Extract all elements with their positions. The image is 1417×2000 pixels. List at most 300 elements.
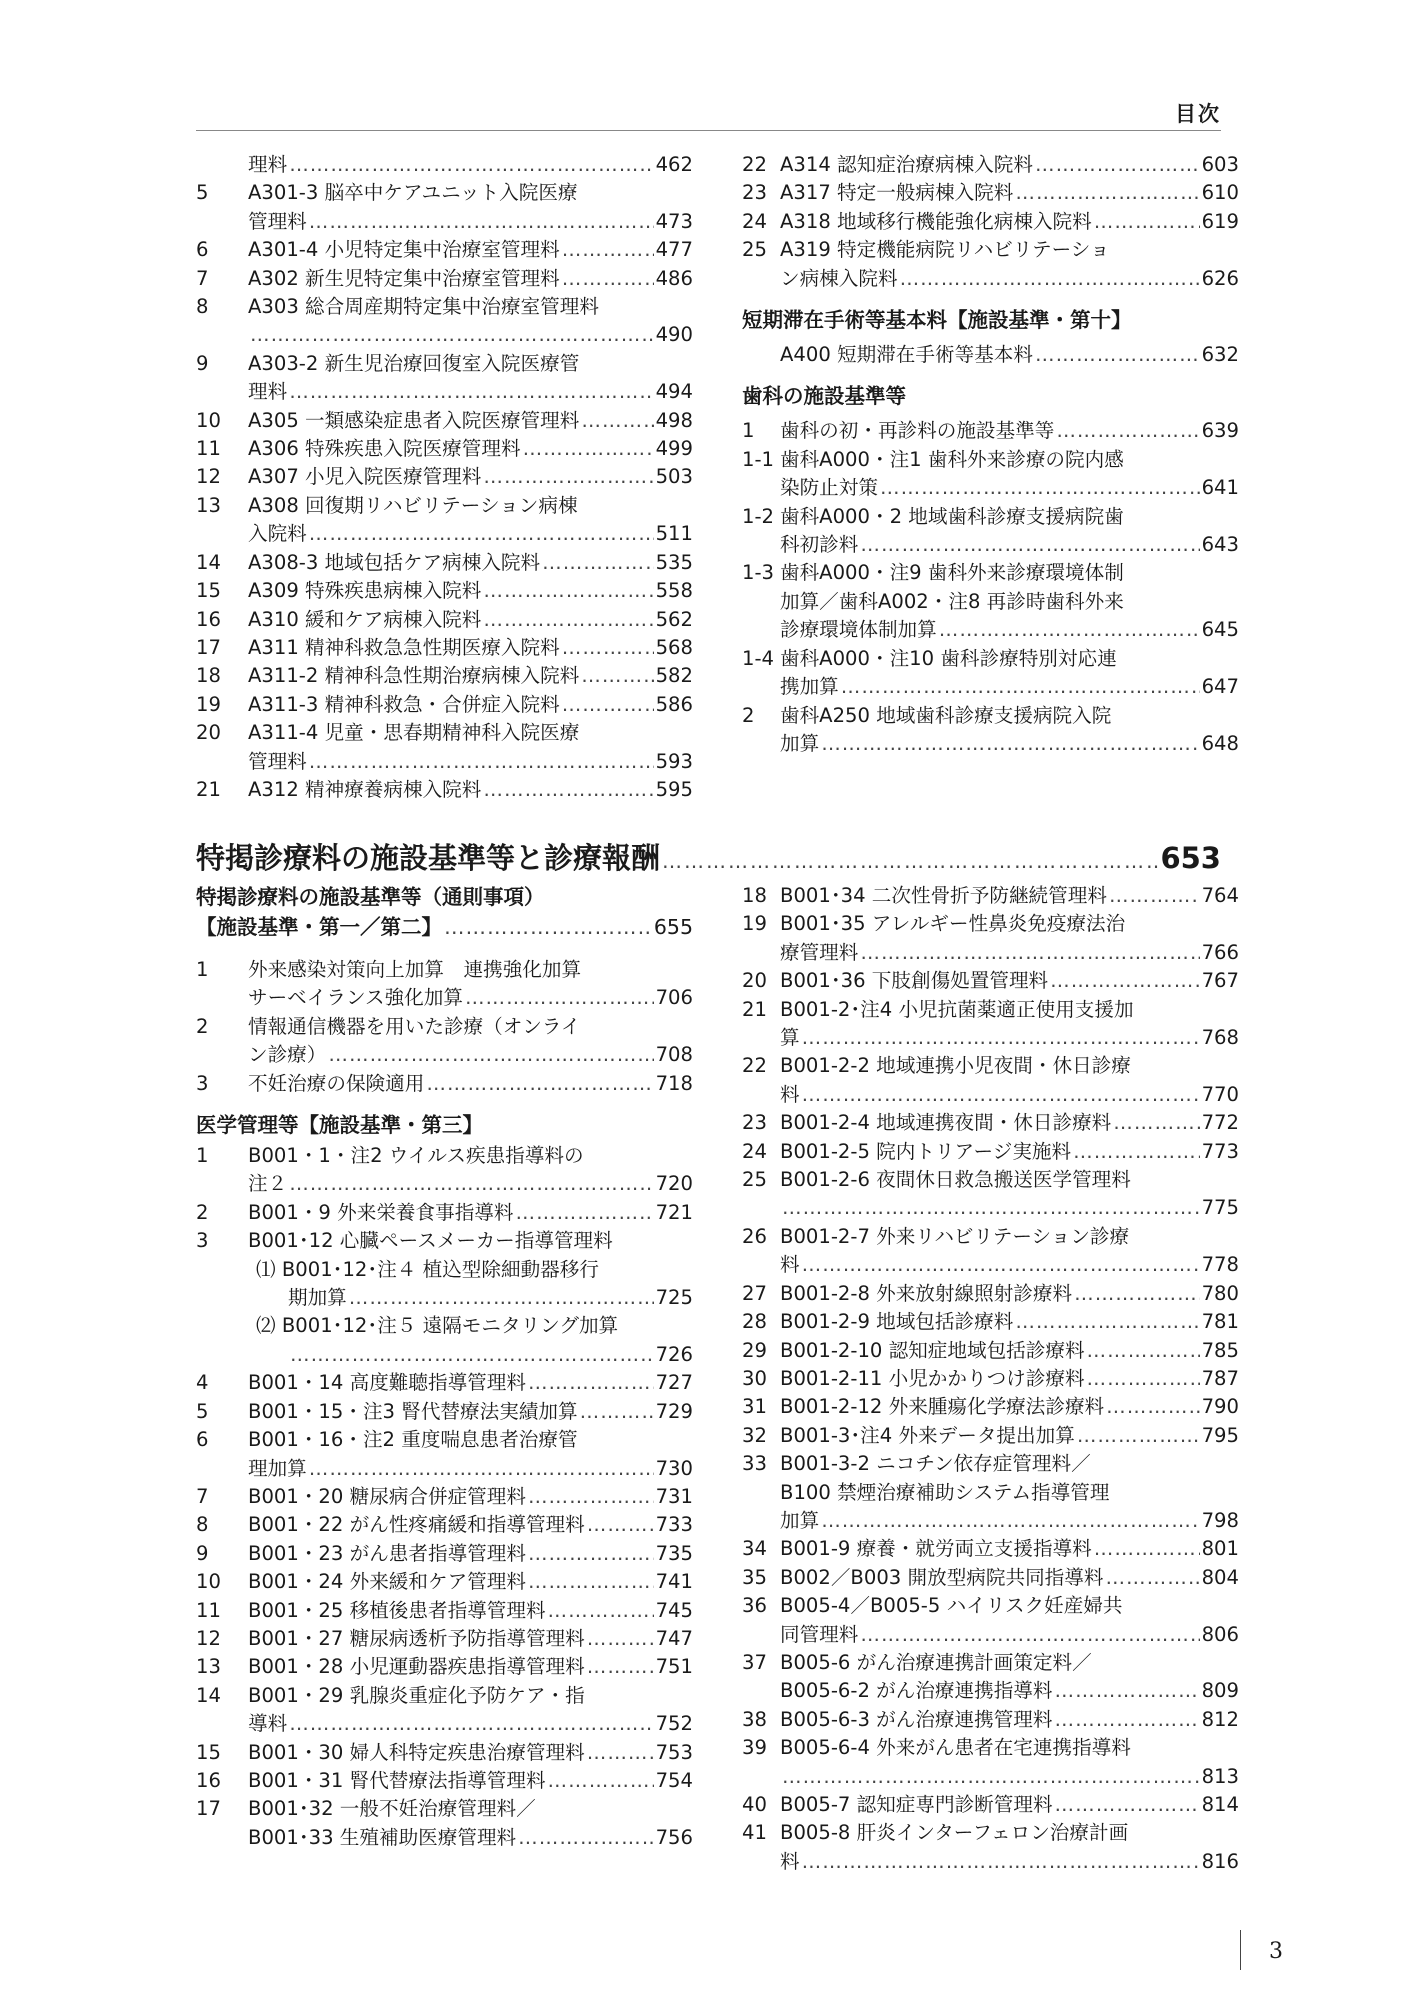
- entry-title: B001・29 乳腺炎重症化予防ケア・指: [248, 1683, 585, 1707]
- leader-dots: [444, 912, 652, 942]
- entry-title: ン病棟入院料: [780, 266, 898, 290]
- toc-entry[interactable]: [196, 1227, 693, 1255]
- leader-dots: [1087, 1365, 1200, 1393]
- entry-page: 708: [655, 1043, 693, 1067]
- entry-title: 歯科の初・再診料の施設基準等: [780, 419, 1055, 443]
- leader-dots: [309, 520, 654, 548]
- entry-title: 料: [780, 1082, 800, 1106]
- entry-title: 療管理料: [780, 940, 859, 964]
- leader-dots: [1105, 1564, 1199, 1592]
- entry-title: B001・22 がん性疼痛緩和指導管理料: [248, 1513, 585, 1537]
- entry-number: 1-3: [742, 561, 775, 585]
- toc-entry-row: [742, 1365, 1239, 1393]
- leader-dots: [289, 1710, 653, 1738]
- entry-title: B002／B003 開放型病院共同指導料: [780, 1565, 1104, 1589]
- entry-number: 15: [196, 579, 221, 603]
- entry-number: 6: [196, 1428, 209, 1452]
- entry-page: 727: [655, 1371, 693, 1395]
- toc-entry[interactable]: [742, 1393, 1239, 1421]
- entry-number: 16: [196, 1768, 221, 1792]
- toc-entry[interactable]: [196, 463, 693, 491]
- leader-dots: [802, 1024, 1200, 1052]
- entry-page: 648: [1201, 731, 1239, 755]
- entry-number: 16: [196, 607, 221, 631]
- entry-title: A308 回復期リハビリテーション病棟: [248, 493, 578, 517]
- toc-entry[interactable]: [196, 1070, 693, 1098]
- entry-page: 768: [1201, 1026, 1239, 1050]
- toc-entry[interactable]: [196, 1795, 693, 1852]
- toc-entry[interactable]: [196, 1568, 693, 1596]
- toc-entry[interactable]: [742, 1450, 1239, 1535]
- leader-dots: [528, 1483, 654, 1511]
- toc-entry[interactable]: [742, 967, 1239, 995]
- entry-number: 6: [196, 238, 209, 262]
- entry-page: 814: [1201, 1793, 1239, 1816]
- entry-number: 13: [196, 1655, 221, 1679]
- toc-entry-row: [196, 984, 693, 1012]
- entry-title: 診療環境体制加算: [780, 618, 937, 642]
- toc-entry[interactable]: [742, 1535, 1239, 1563]
- toc-column-b: [742, 151, 1239, 758]
- leader-dots: [939, 616, 1200, 644]
- toc-entry[interactable]: [742, 341, 1239, 369]
- entry-page: 730: [655, 1456, 693, 1480]
- entry-number: 1: [196, 1144, 209, 1168]
- toc-entry-row: [196, 1398, 693, 1426]
- leader-dots: [802, 1251, 1200, 1279]
- entry-page: 610: [1201, 181, 1239, 205]
- entry-page: 812: [1201, 1707, 1239, 1731]
- entry-number: 1-1: [742, 447, 775, 471]
- toc-entry[interactable]: [742, 417, 1239, 445]
- leader-dots: [900, 265, 1200, 293]
- entry-page: 813: [1201, 1764, 1239, 1788]
- leader-dots: [860, 531, 1199, 559]
- toc-entry[interactable]: [196, 1540, 693, 1568]
- entry-page: 643: [1201, 533, 1239, 557]
- toc-entry[interactable]: [742, 910, 1239, 967]
- toc-entry[interactable]: [742, 1052, 1239, 1109]
- toc-entry-row: [742, 559, 1239, 587]
- entry-number: 8: [196, 295, 209, 319]
- toc-entry-row: [196, 1284, 693, 1312]
- toc-entry[interactable]: [196, 691, 693, 719]
- toc-entry[interactable]: [196, 956, 693, 1013]
- leader-dots: [587, 1625, 654, 1653]
- leader-dots: [483, 577, 653, 605]
- subsection-heading-page[interactable]: [196, 912, 693, 942]
- toc-entry-row: [196, 407, 693, 435]
- toc-entry[interactable]: [196, 662, 693, 690]
- toc-entry[interactable]: [742, 1109, 1239, 1137]
- entry-page: 787: [1201, 1366, 1239, 1390]
- toc-entry-row: [196, 492, 693, 520]
- leader-dots: [841, 673, 1200, 701]
- toc-entry[interactable]: [196, 1426, 693, 1483]
- toc-entry[interactable]: [196, 1312, 693, 1369]
- header-rule: [196, 130, 1221, 131]
- entry-title: A312 精神療養病棟入院料: [248, 777, 482, 801]
- toc-entry[interactable]: [742, 446, 1239, 503]
- toc-entry[interactable]: [196, 1013, 693, 1070]
- entry-number: 12: [196, 1626, 221, 1650]
- entry-number: 1: [196, 958, 209, 981]
- leader-dots: [821, 1507, 1199, 1535]
- toc-entry[interactable]: [742, 1365, 1239, 1393]
- toc-entry-row: [196, 435, 693, 463]
- entry-title: A317 特定一般病棟入院料: [780, 181, 1014, 205]
- toc-entry-row: [196, 378, 693, 406]
- toc-entry-row: [196, 321, 693, 349]
- entry-number: 14: [196, 550, 221, 574]
- entry-title: B005-6-4 外来がん患者在宅連携指導料: [780, 1736, 1131, 1760]
- entry-number: 15: [196, 1740, 221, 1764]
- entry-number: 40: [742, 1793, 767, 1816]
- toc-entry-row: [742, 341, 1239, 369]
- entry-title: B001・16・注2 重度喘息患者治療管: [248, 1428, 578, 1452]
- toc-entry[interactable]: [196, 435, 693, 463]
- toc-entry-row: [742, 1564, 1239, 1592]
- entry-title: A303-2 新生児治療回復室入院医療管: [248, 351, 580, 375]
- leader-dots: [289, 1170, 653, 1198]
- toc-entry[interactable]: [742, 1166, 1239, 1223]
- entry-number: 25: [742, 1168, 767, 1192]
- toc-entry[interactable]: [196, 1739, 693, 1767]
- entry-title: B001・30 婦人科特定疾患治療管理料: [248, 1740, 585, 1764]
- toc-entry[interactable]: [196, 179, 693, 236]
- toc-entry-row: [742, 1194, 1239, 1222]
- toc-entry[interactable]: [742, 996, 1239, 1053]
- leader-dots: [518, 1824, 653, 1852]
- toc-entry-row: [196, 208, 693, 236]
- toc-entry[interactable]: [742, 1592, 1239, 1649]
- leader-dots: [860, 939, 1199, 967]
- entry-page: 462: [655, 153, 693, 176]
- entry-number: 7: [196, 1484, 209, 1508]
- entry-page: 720: [655, 1172, 693, 1196]
- entry-page: 706: [655, 986, 693, 1010]
- toc-entry[interactable]: [742, 1138, 1239, 1166]
- entry-page: 593: [655, 749, 693, 773]
- entry-number: 1: [742, 419, 755, 443]
- entry-title: 加算: [780, 1508, 820, 1532]
- toc-entry-row: [196, 1256, 693, 1284]
- entry-number: 2: [196, 1014, 209, 1038]
- leader-dots: [515, 1199, 653, 1227]
- toc-entry-row: [196, 1597, 693, 1625]
- entry-title: B001・1・注2 ウイルス疾患指導料の: [248, 1144, 584, 1168]
- entry-page: 499: [655, 437, 693, 461]
- entry-number: 7: [196, 266, 209, 290]
- entry-title: B005-4／B005-5 ハイリスク妊産婦共: [780, 1594, 1123, 1618]
- entry-number: 1-2: [742, 504, 775, 528]
- entry-page: 735: [655, 1541, 693, 1565]
- leader-dots: [1035, 151, 1200, 179]
- entry-page: 766: [1201, 940, 1239, 964]
- toc-entry-row: [196, 549, 693, 577]
- section-title: 特掲診療料の施設基準等と診療報酬: [196, 841, 661, 875]
- entry-page: 726: [655, 1342, 693, 1366]
- toc-entry-row: [196, 151, 693, 179]
- entry-title: B005-6-3 がん治療連携管理料: [780, 1707, 1053, 1731]
- entry-page: 775: [1201, 1196, 1239, 1220]
- toc-entry-row: [742, 1706, 1239, 1734]
- leader-dots: [483, 606, 653, 634]
- toc-entry[interactable]: [742, 1819, 1239, 1876]
- toc-entry-row: [742, 616, 1239, 644]
- entry-title: B001-2-7 外来リハビリテーション診療: [780, 1224, 1130, 1248]
- entry-page: 721: [655, 1200, 693, 1224]
- toc-entry[interactable]: [196, 577, 693, 605]
- toc-entry-row: [196, 293, 693, 321]
- toc-entry-row: [742, 910, 1239, 938]
- toc-entry[interactable]: [742, 559, 1239, 644]
- toc-entry-row: [196, 1170, 693, 1198]
- entry-title: B001･36 下肢創傷処置管理料: [780, 969, 1049, 993]
- toc-entry-row: [196, 1710, 693, 1738]
- entry-number: 20: [196, 721, 221, 745]
- entry-page: 595: [655, 777, 693, 801]
- entry-page: 558: [655, 579, 693, 603]
- entry-page: 780: [1201, 1281, 1239, 1305]
- toc-entry[interactable]: [196, 293, 693, 350]
- toc-entry-row: [742, 1535, 1239, 1563]
- toc-entry[interactable]: [196, 492, 693, 549]
- leader-dots: [880, 474, 1200, 502]
- leader-dots: [548, 1767, 654, 1795]
- entry-title: 算: [780, 1026, 800, 1050]
- toc-entry-row: [196, 1767, 693, 1795]
- toc-entry-row: [742, 1848, 1239, 1876]
- leader-dots: [289, 378, 653, 406]
- leader-dots: [1015, 1308, 1199, 1336]
- entry-title: A301-4 小児特定集中治療室管理料: [248, 238, 560, 262]
- entry-number: 12: [196, 465, 221, 489]
- toc-entry[interactable]: [196, 719, 693, 776]
- entry-title: B001･33 生殖補助医療管理料: [248, 1825, 517, 1849]
- entry-number: 39: [742, 1736, 767, 1760]
- section-heading[interactable]: [196, 836, 1221, 877]
- entry-number: 19: [742, 912, 767, 936]
- toc-entry-row: [196, 1312, 693, 1340]
- toc-column-d: [742, 882, 1239, 1876]
- toc-entry[interactable]: [196, 407, 693, 435]
- entry-page: 494: [655, 380, 693, 404]
- toc-entry[interactable]: [196, 1199, 693, 1227]
- leader-dots: [1077, 1422, 1200, 1450]
- toc-entry-row: [196, 520, 693, 548]
- entry-title: A314 認知症治療病棟入院料: [780, 153, 1033, 176]
- entry-title: B100 禁煙治療補助システム指導管理: [780, 1480, 1110, 1504]
- entry-title: B001･12 心臓ペースメーカー指導管理料: [248, 1229, 613, 1253]
- leader-dots: [1035, 341, 1200, 369]
- toc-entry-row: [742, 265, 1239, 293]
- entry-page: 729: [655, 1399, 693, 1423]
- entry-number: 35: [742, 1565, 767, 1589]
- entry-title: 不妊治療の保険適用: [248, 1071, 425, 1095]
- entry-number: 14: [196, 1683, 221, 1707]
- toc-entry[interactable]: [742, 1564, 1239, 1592]
- toc-entry-row: [196, 956, 693, 984]
- entry-number: 37: [742, 1650, 767, 1674]
- toc-entry-row: [196, 350, 693, 378]
- entry-title: B001-3･注4 外来データ提出加算: [780, 1423, 1075, 1447]
- toc-entry[interactable]: [196, 549, 693, 577]
- entry-title: B005-8 肝炎インターフェロン治療計画: [780, 1821, 1129, 1845]
- entry-number: 1-4: [742, 646, 775, 670]
- toc-entry[interactable]: [742, 1422, 1239, 1450]
- entry-title: B001-3-2 ニコチン依存症管理料／: [780, 1452, 1091, 1476]
- entry-title: B001･34 二次性骨折予防継続管理料: [780, 884, 1107, 907]
- toc-entry[interactable]: [196, 1398, 693, 1426]
- toc-entry[interactable]: [196, 151, 693, 179]
- entry-page: 477: [655, 238, 693, 262]
- toc-entry-row: [196, 1041, 693, 1069]
- entry-title: 導料: [248, 1712, 288, 1736]
- toc-entry[interactable]: [742, 503, 1239, 560]
- toc-entry[interactable]: [742, 236, 1239, 293]
- entry-page: 752: [655, 1712, 693, 1736]
- entry-title: 加算: [780, 731, 820, 755]
- toc-entry[interactable]: [742, 702, 1239, 759]
- toc-entry[interactable]: [742, 1791, 1239, 1819]
- toc-entry[interactable]: [196, 776, 693, 804]
- toc-entry[interactable]: [742, 1280, 1239, 1308]
- toc-entry-row: [742, 730, 1239, 758]
- toc-entry[interactable]: [742, 1706, 1239, 1734]
- toc-entry[interactable]: [196, 236, 693, 264]
- entry-title: A301-3 脳卒中ケアユニット入院医療: [248, 181, 578, 205]
- toc-entry[interactable]: [196, 350, 693, 407]
- entry-number: 22: [742, 1054, 767, 1078]
- toc-entry[interactable]: [196, 606, 693, 634]
- leader-dots: [290, 1341, 654, 1369]
- leader-dots: [1094, 1535, 1200, 1563]
- entry-title: B001-2-4 地域連携夜間・休日診療料: [780, 1111, 1112, 1135]
- toc-entry[interactable]: [196, 1597, 693, 1625]
- entry-title: 管理料: [248, 749, 307, 773]
- entry-title: 歯科A000・注9 歯科外来診療環境体制: [780, 561, 1124, 585]
- entry-number: 11: [196, 1598, 221, 1622]
- toc-entry[interactable]: [742, 1337, 1239, 1365]
- toc-entry[interactable]: [742, 1223, 1239, 1280]
- toc-entry[interactable]: [742, 645, 1239, 702]
- leader-dots: [465, 984, 654, 1012]
- toc-entry-row: [742, 1621, 1239, 1649]
- toc-entry-row: [742, 1507, 1239, 1535]
- toc-entry-row: [742, 1024, 1239, 1052]
- toc-entry-row: [742, 208, 1239, 236]
- leader-dots: [523, 435, 654, 463]
- entry-number: 9: [196, 1541, 209, 1565]
- toc-entry[interactable]: [196, 1483, 693, 1511]
- entry-title: B001-2-12 外来腫瘍化学療法診療料: [780, 1395, 1105, 1419]
- leader-dots: [349, 1284, 654, 1312]
- toc-entry[interactable]: [196, 1142, 693, 1199]
- entry-page: 745: [655, 1598, 693, 1622]
- entry-page: 503: [655, 465, 693, 489]
- toc-entry[interactable]: [196, 265, 693, 293]
- leader-dots: [1056, 417, 1199, 445]
- leader-dots: [802, 1848, 1200, 1876]
- entry-page: 801: [1201, 1537, 1239, 1561]
- toc-entry[interactable]: [742, 179, 1239, 207]
- entry-title: A311-2 精神科急性期治療病棟入院料: [248, 664, 580, 688]
- toc-entry-row: [742, 1251, 1239, 1279]
- toc-entry[interactable]: [742, 1649, 1239, 1706]
- toc-entry[interactable]: [196, 1682, 693, 1739]
- entry-number: 33: [742, 1452, 767, 1476]
- entry-number: 34: [742, 1537, 767, 1561]
- toc-entry-row: [742, 1081, 1239, 1109]
- entry-title: B005-7 認知症専門診断管理料: [780, 1793, 1053, 1816]
- toc-entry[interactable]: [196, 1369, 693, 1397]
- toc-entry-row: [742, 1308, 1239, 1336]
- entry-title: B001-2-10 認知症地域包括診療料: [780, 1338, 1085, 1362]
- toc-entry[interactable]: [742, 208, 1239, 236]
- entry-title: 外来感染対策向上加算 連携強化加算: [248, 958, 582, 981]
- toc-entry[interactable]: [196, 1767, 693, 1795]
- toc-entry[interactable]: [196, 1511, 693, 1539]
- entry-title: B005-6-2 がん治療連携指導料: [780, 1679, 1053, 1703]
- toc-entry[interactable]: [742, 1308, 1239, 1336]
- entry-title: 期加算: [288, 1286, 347, 1310]
- entry-page: 641: [1201, 476, 1239, 500]
- toc-entry[interactable]: [196, 1653, 693, 1681]
- leader-dots: [860, 1621, 1199, 1649]
- entry-number: 5: [196, 181, 209, 205]
- entry-number: 3: [196, 1071, 209, 1095]
- entry-number: 25: [742, 238, 767, 262]
- entry-page: 639: [1201, 419, 1239, 443]
- subsection-heading: 医学管理等【施設基準・第三】: [196, 1113, 483, 1138]
- toc-entry[interactable]: [196, 634, 693, 662]
- leader-dots: [1094, 208, 1200, 236]
- toc-entry[interactable]: [196, 1625, 693, 1653]
- subsection-heading: 特掲診療料の施設基準等（通則事項）: [196, 885, 545, 909]
- toc-entry-row: [742, 531, 1239, 559]
- leader-dots: [289, 151, 653, 179]
- leader-dots: [581, 407, 653, 435]
- toc-entry[interactable]: [742, 151, 1239, 179]
- entry-page: 747: [655, 1626, 693, 1650]
- entry-number: 21: [742, 997, 767, 1021]
- header-title: 目次: [1175, 102, 1221, 126]
- entry-title: A311-3 精神科救急・合併症入院料: [248, 692, 560, 716]
- toc-entry-row: [196, 748, 693, 776]
- entry-number: 22: [742, 153, 767, 176]
- entry-number: 36: [742, 1594, 767, 1618]
- toc-entry[interactable]: [196, 1256, 693, 1313]
- toc-entry-row: [196, 776, 693, 804]
- entry-title: B001-2･注4 小児抗菌薬適正使用支援加: [780, 997, 1134, 1021]
- toc-entry[interactable]: [742, 1734, 1239, 1791]
- leader-dots: [528, 1568, 654, 1596]
- entry-number: 24: [742, 1139, 767, 1163]
- entry-title: B001-2-6 夜間休日救急搬送医学管理料: [780, 1168, 1131, 1192]
- entry-title: A400 短期滞在手術等基本料: [780, 343, 1033, 367]
- toc-entry[interactable]: [742, 882, 1239, 910]
- entry-title: B001-2-5 院内トリアージ実施料: [780, 1139, 1072, 1163]
- leader-dots: [581, 662, 653, 690]
- entry-title: A310 緩和ケア病棟入院料: [248, 607, 482, 631]
- entry-page: 647: [1201, 675, 1239, 699]
- entry-page: 562: [655, 607, 693, 631]
- leader-dots: [587, 1653, 654, 1681]
- entry-title: 理料: [248, 153, 288, 176]
- toc-entry-row: [196, 1653, 693, 1681]
- entry-title: 理加算: [248, 1456, 307, 1480]
